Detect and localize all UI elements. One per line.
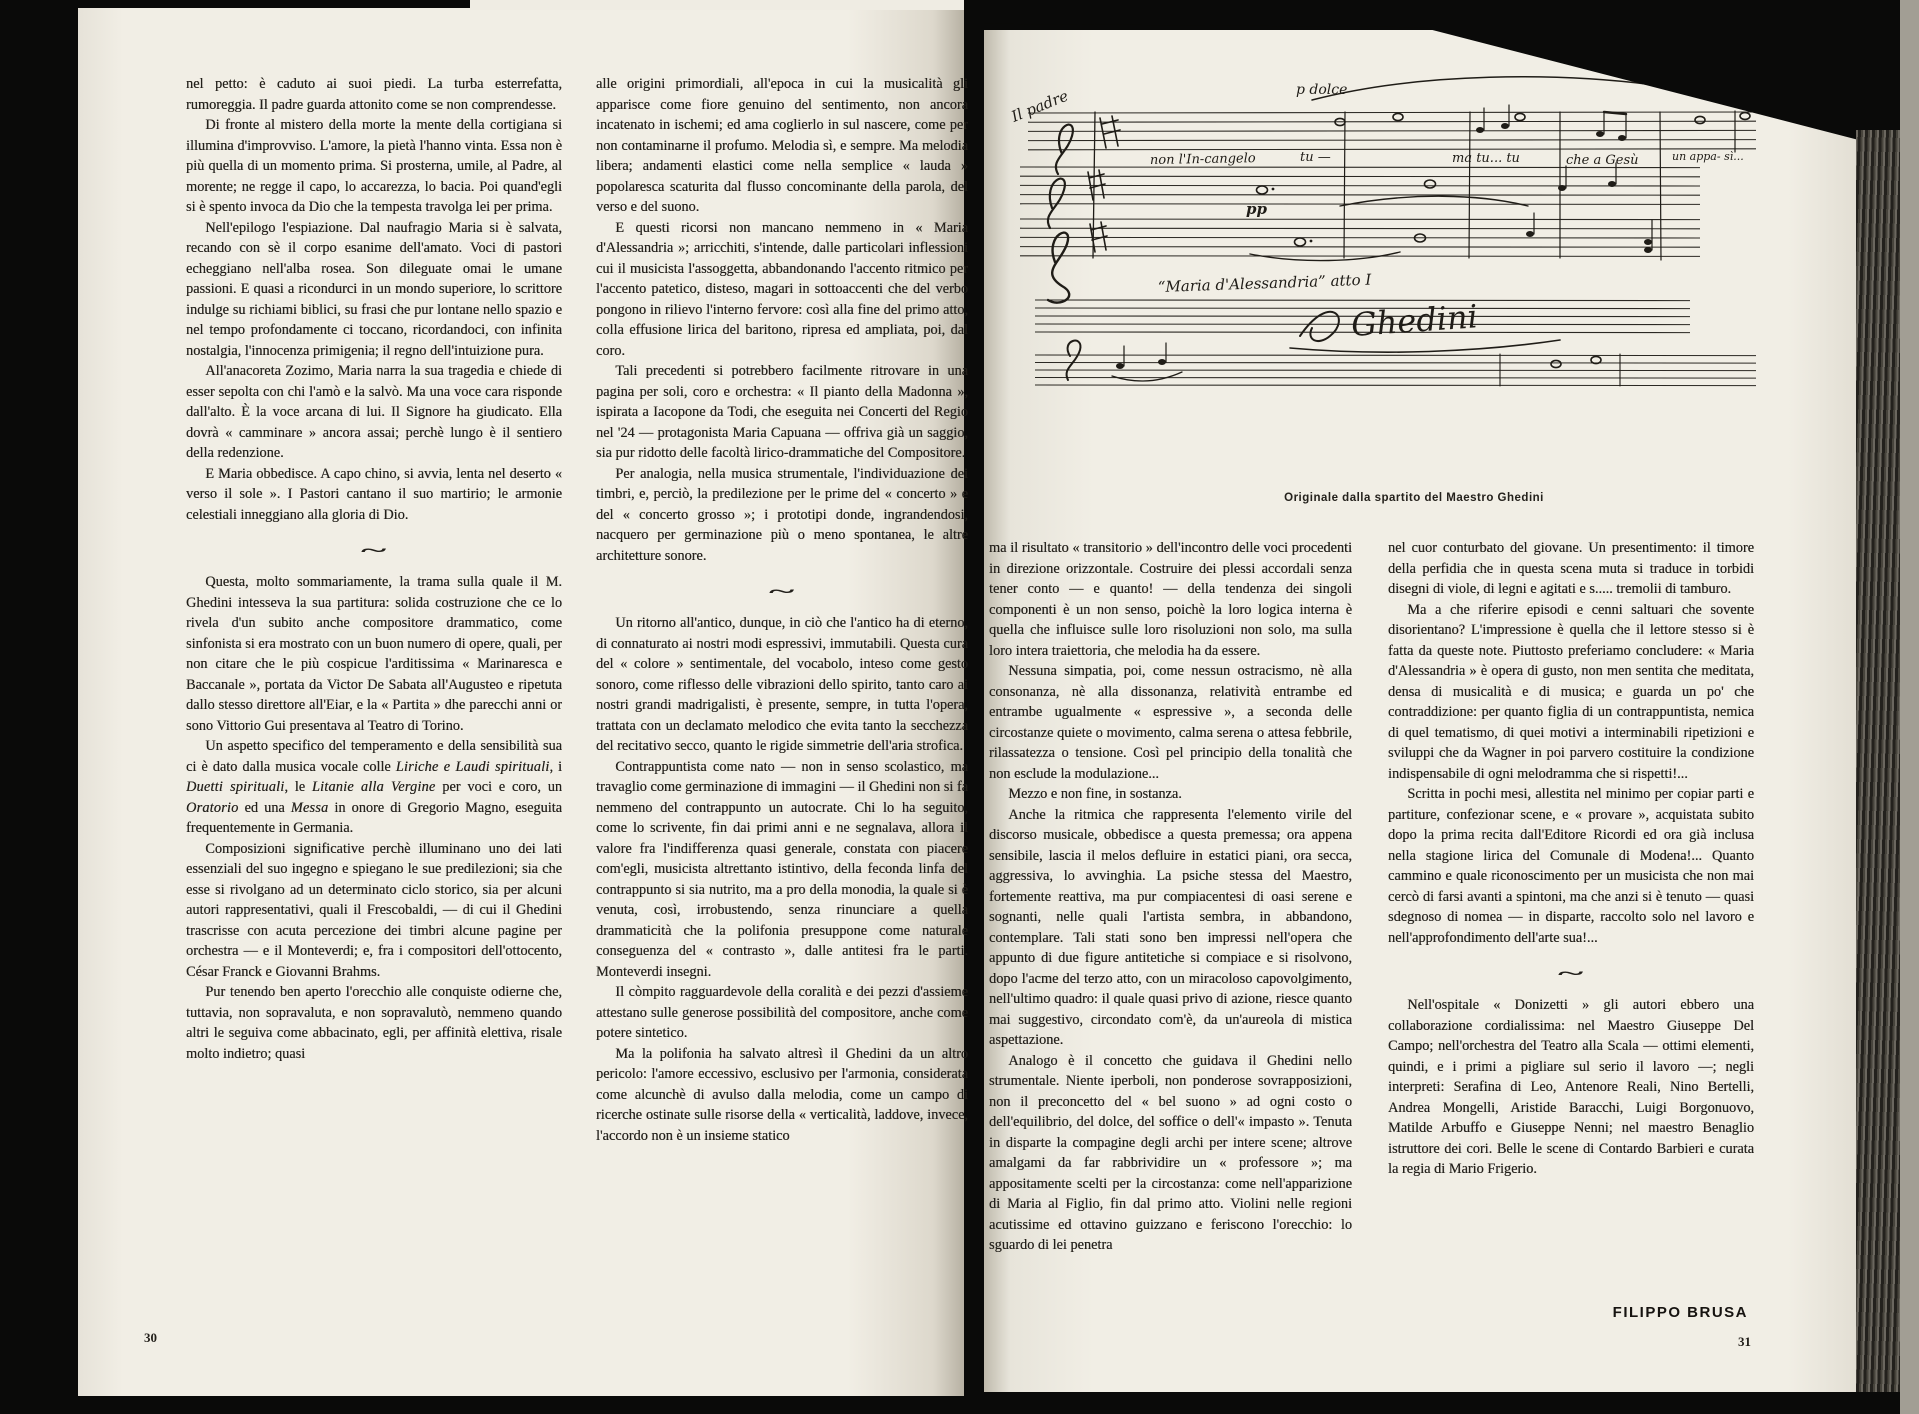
tilde-ornament: ~ [769, 580, 795, 602]
page-top-edge [470, 0, 964, 10]
left-page-number: 30 [144, 1330, 157, 1345]
staff-line [1020, 228, 1700, 229]
book-page-stack-edge [1856, 130, 1902, 1392]
paragraph: nel petto: è caduto ai suoi piedi. La turba esterrefatta, rumoreggia. Il padre guarda attonito come se non comprendesse. [186, 76, 562, 113]
clef-flourishes [1048, 116, 1120, 380]
right-page-column-2 [1388, 538, 1754, 1298]
figure-caption: Originale dalla spartito del Maestro Ghedini [1284, 492, 1544, 504]
paragraph: Ma la polifonia ha salvato altresì il Ghedini da un altro pericolo: l'amore eccessivo, esclusivo per l'armonia, considerata come alcunchè di avulso dalla melodia, come un campo di ricerche ostinate sulle risorse della « verticalità, laddove, invece, l'accordo non è un insieme statico [596, 1045, 968, 1144]
staff-line [1035, 362, 1756, 363]
paragraph: Analogo è il concetto che guidava il Ghedini nello strumentale. Niente iperboli, non ponderose sovrapposizioni, non il preconcetto del « bel suono » ad ogni costo o dell'equilibrio, del dolce, del soffice o dell'« impasto ». Tenuta in disparte la compagine degli archi per intere scene; altrove amalgami da far rabbrividire un « professore »; ma appositamente scelti per la circostanza: come nell'apparizione di Maria al Figlio, fin dal primo atto. Violini nelle regioni acutissime ed ottavino guizzano e feriscono l'orecchio: lo sguardo di lei penetra [989, 1052, 1352, 1253]
left-page-column-2 [596, 74, 968, 1332]
right-page-column-1 [989, 538, 1352, 1288]
paragraph: Mezzo e non fine, in sostanza. [1008, 786, 1182, 802]
paragraph: Di fronte al mistero della morte la mente della cortigiana si illumina d'improvviso. L'amore, la pietà l'hanno vinta. Essa non è più quella di un momento prima. Si prosterna, umile, al Padre, al morente; ne regge il capo, lo accarezza, lo bacia. Poi quand'egli si è spento invoca da Dio che la tempesta travolga lei per prima. [186, 117, 562, 215]
paragraph: Nell'ospitale « Donizetti » gli autori ebbero una collaborazione cordialissima: nel Maestro Giuseppe Del Campo; nell'orchestra del Teatro alla Scala — ottimi elementi, quindi, e i primi a pigliare sul serio il lavoro —; negli interpreti: Serafina di Leo, Antenore Reali, Nino Bertelli, Andrea Mongelli, Aristide Baracchi, Luigi Borgonuovo, Matilde Arbuffo e Giuseppe Nenni; nel maestro Benaglio istruttore dei cori. Belle le scene di Contardo Barbieri e curata la regia di Mario Frigerio. [1388, 997, 1754, 1177]
paragraph: E Maria obbedisce. A capo chino, si avvia, lenta nel deserto « verso il sole ». I Pastori cantano il suo martirio; le armonie celestiali inneggiano alla gloria di Dio. [186, 465, 562, 523]
right-page-number: 31 [1738, 1334, 1751, 1349]
staff-line [1035, 300, 1690, 301]
lyric-fragment: un appa- sì... [1672, 150, 1744, 163]
paragraph: Per analogia, nella musica strumentale, l'individuazione dei timbri, e, perciò, la predilezione per le prime del « concerto » e del « concerto grosso »; i prototipi donde, ingrandendosi, nacquero per germinazione più o meno spontanea, le altre architetture sonore. [596, 465, 968, 564]
composer-signature: Ghedini [1349, 297, 1479, 344]
staff-line [1035, 385, 1756, 386]
tilde-ornament: ~ [1558, 962, 1584, 984]
staff-line [1020, 203, 1700, 204]
staff-line [1035, 355, 1756, 356]
paragraph: All'anacoreta Zozimo, Maria narra la sua tragedia e chiede di esser sepolta con chi l'amò e la salvò. Ma una voce cara risponde dall'alto. È la voce arcana di lui. Il Signore ha giudicato. Ella dovrà « camminare » ancora assai; perchè lungo è il sentiero della redenzione. [186, 363, 562, 461]
staff-line [1020, 219, 1700, 220]
lyric-fragment: non l'In-cangelo [1149, 151, 1256, 168]
scene-annotation: “Maria d'Alessandria” atto I [1157, 270, 1372, 296]
section-divider [1388, 948, 1754, 995]
staff-line [1020, 237, 1700, 238]
section-divider [186, 525, 562, 572]
lyric-fragment: che a Gesù [1566, 153, 1639, 168]
paragraph: Un aspetto specifico del temperamento e della sensibilità sua ci è dato dalla musica vocale colle Liriche e Laudi spirituali, i Duetti spirituali, le Litanie alla Vergine per voci e coro, un Oratorio ed una Messa in onore di Gregorio Magno, eseguita frequentemente in Germania. [186, 738, 562, 836]
paragraph: ma il risultato « transitorio » dell'incontro delle voci procedenti in direzione orizzontale. Costruire dei plessi accordali senza tener conto — e quanto! — della tendenza dei singoli componenti è un non senso, poichè la loro logica interna è quella che influisce sulle loro risoluzioni non solo, ma sulla loro intera traiettoria, che melodia ha da essere. [989, 540, 1352, 659]
lyric-fragment: tu — [1300, 150, 1331, 165]
paragraph: Composizioni significative perchè illuminano uno dei lati essenziali del suo ingegno e spiegano le sue predilezioni; sia che esse si rivolgano ad un determinato ciclo storico, sia per alcuni autori rappresentativi, quali il Frescobaldi, — di cui il Ghedini trascrisse con acuta percezione dei timbri alcune pagine per orchestra — e il Monteverdi; e, fra i compositori dell'ottocento, César Franck e Giovanni Brahms. [186, 840, 562, 980]
staff-line [1020, 246, 1700, 247]
paragraph: Tali precedenti si potrebbero facilmente ritrovare in una pagina per soli, coro e orchestra: « Il pianto della Madonna », ispirata a Iacopone da Todi, che eseguita nei Concerti del Regio nel '24 — protagonista Maria Capuana — offriva già un saggio, sia pur ridotto delle facoltà lirico-drammatiche del Compositore. [596, 363, 968, 461]
staff-line [1020, 176, 1700, 177]
lyric-fragment: ma tu... tu [1452, 151, 1520, 166]
dynamic-marking: p dolce [1296, 82, 1348, 98]
part-label: Il padre [1008, 86, 1071, 126]
author-byline: FILIPPO BRUSA [1612, 1304, 1748, 1321]
left-page-column-1 [186, 74, 562, 1332]
staff-line [1020, 256, 1700, 257]
section-divider [596, 566, 968, 613]
paragraph: Nessuna simpatia, poi, come nessun ostracismo, nè alla consonanza, nè alla dissonanza, relatività entrambe ed entrambe ugualmente « espressive », a seconda delle circostanze quiete o movimento, calma serena o attesa febbrile, rilassatezza o tensione. Così pel principio della tonalità che non esclude la modulazione... [989, 663, 1352, 782]
music-manuscript-image [1000, 56, 1772, 391]
paragraph: E questi ricorsi non mancano nemmeno in « Maria d'Alessandria »; arricchiti, s'intende, dalle particolari inflessioni cui il musicista l'assoggetta, abbandonando l'accento ritmico per l'accento patetico, disteso, magari in sottoaccenti che del verbo pongono in rilievo l'interno fervore: così alla fine del primo atto, colla effusione lirica del baritono, ripresa ed ampliata, poi, dal coro. [596, 219, 968, 359]
staff-line [1035, 370, 1756, 371]
paragraph: nel cuor conturbato del giovane. Un presentimento: il timore della perfidia che in questa scena muta si traduce in torbidi disegni di viole, di legni e agitati e s..... tremolii di tamburo. [1388, 540, 1754, 597]
staff-line [1020, 195, 1700, 196]
paragraph: Questa, molto sommariamente, la trama sulla quale il M. Ghedini intesseva la sua partitura: solida costruzione che ce lo rivela d'un subito anche compositore drammatico, come sinfonista si era mostrato con un buon numero di opere, quali, per non citare che le più cospicue l'arditissima « Marinaresca e Baccanale », portata da Victor De Sabata all'Augusteo e ripetuta dallo stesso direttore all'Eiar, e la « Partita » dhe parecchi anni or sono Vittorio Gui presentava al Teatro di Torino. [186, 574, 562, 734]
staff-line [1028, 140, 1756, 141]
staff-line [1028, 112, 1756, 113]
paragraph: Scritta in pochi mesi, allestita nel minimo per copiar parti e partiture, confezionar scene, e « provare », acquistata subito dopo la prima recita dall'Editore Ricordi ed ora già inclusa nella stagione lirica del Comunale di Modena!... Quanto cammino e quale riconoscimento per un musicista che non mai cercò di farsi avanti a spintoni, ma che anzi si è tenuto — quasi sdegnoso di nomea — in disparte, raccolto solo nel lavoro e nell'approfondimento dell'arte sua!... [1388, 786, 1754, 946]
paragraph: Il còmpito ragguardevole della coralità e dei pezzi d'assieme attestano sulle generose possibilità del compositore, anche come potere sintetico. [596, 984, 968, 1041]
staff-line [1028, 121, 1756, 122]
staff-line [1028, 130, 1756, 131]
paragraph: Ma a che riferire episodi e cenni saltuari che sovente disorientano? L'impressione è quella che il lettore stesso si è fatta da queste note. Piuttosto preferiamo concludere: « Maria d'Alessandria » è opera di gusto, non men sentita che meditata, densa di musicalità e di musica; e guarda un po' che contraddizione: per quanto figlia di un contrappuntista, nemica di quel tematismo, di quei motivi a interminabili ripetizioni e sviluppi che da Wagner in poi parvero costituire la condizione indispensabile di ogni melodramma che si rispetti!... [1388, 601, 1754, 782]
staff-line [1020, 185, 1700, 186]
paragraph: Contrappuntista come nato — non in senso scolastico, ma travaglio come germinazione di immagini — il Ghedini non si fa nemmeno del contrappunto un autocrate. Chi lo ha seguito, come lo scrivente, fin dai primi anni e ne segnalava, allora il valore fra l'indifferenza quasi generale, constata con piacere com'egli, musicista altrettanto istintivo, della feconda linfa del contrappunto si sia nutrito, ma a pro della monodia, la quale si è venuta, così, irrobustendo, senza rinunciare a quella drammaticità che la polifonia presuppone come naturale conseguenza del « contrasto », dalle antitesi fra le parti. Monteverdi insegni. [596, 758, 968, 980]
staff-line [1035, 377, 1756, 378]
paragraph: Anche la ritmica che rappresenta l'elemento virile del discorso musicale, obbedisce a questa premessa; ora appena sensibile, lascia il melos defluire in estatici piani, ora secca, aggressiva, lo avvinghia. La psiche stessa del Maestro, fortemente reattiva, ma pur compiacentesi di oasi serene e sognanti, nelle quali l'artista sembra, in abbandono, contemplare. Tali stati sono ben impressi nell'opera che appunto di due figure antitetiche si compiace e si risolvono, dopo l'acme del terzo atto, con un miracoloso capovolgimento, nell'ultimo quadro: il quale quasi privo di azione, riesce quanto mai suggestivo, circondato com'è, da un'aureola di mistica aspettazione. [989, 806, 1352, 1048]
paragraph: alle origini primordiali, all'epoca in cui la musicalità gli apparisce come fiore genuino del sentimento, non ancora incatenato in ischemi; ed ama coglierlo in sul nascere, come per non contaminarne il profumo. Melodia sì, e sempre. Ma melodia libera; andamenti elastici come nella semplice « lauda » popolaresca scaturita dal flusso concominante della parola, del verso e del suono. [596, 76, 968, 215]
paragraph: Pur tenendo ben aperto l'orecchio alle conquiste odierne che, tuttavia, non sopravaluta, e non sopravalutò, nemmeno quando altri le seguiva come abbacinato, egli, per affinità elettiva, risale molto indietro; quasi [186, 984, 562, 1062]
dynamic-marking-pp: pp [1246, 200, 1267, 218]
book-cover-edge [1900, 0, 1919, 1414]
right-page [984, 30, 1858, 1392]
tilde-ornament: ~ [361, 539, 387, 561]
paragraph: Un ritorno all'antico, dunque, in ciò che l'antico ha di eterno, di connaturato ai nostri modi espressivi, immutabili. Questa cura del « colore » sentimentale, del vocabolo, inteso come gesto sonoro, come riflesso delle vibrazioni dello spirito, tanto caro ai nostri grandi madrigalisti, è presente, sempre, in tutta l'opera, trattata con un declamato melodico che evita tanto la secchezza del recitativo secco, quanto le rigide simmetrie dell'aria strofica. [596, 615, 968, 754]
paragraph: Nell'epilogo l'espiazione. Dal naufragio Maria si è salvata, recando con sè il corpo esanime dell'amato. Voci di pastori echeggiano nell'alba rosea. Son dileguate omai le umane passioni. E quasi a ricondurci in un mondo superiore, lo scrittore indulge su richiami biblici, su frasi che pur lontane nello spazio e nel tempo profondamente ci toccano, ricordandoci, con infinita nostalgia, l'innocenza primigenia; il regno dell'intuizione pura. [186, 219, 562, 359]
left-page [78, 8, 968, 1396]
staff-line [1028, 149, 1756, 150]
